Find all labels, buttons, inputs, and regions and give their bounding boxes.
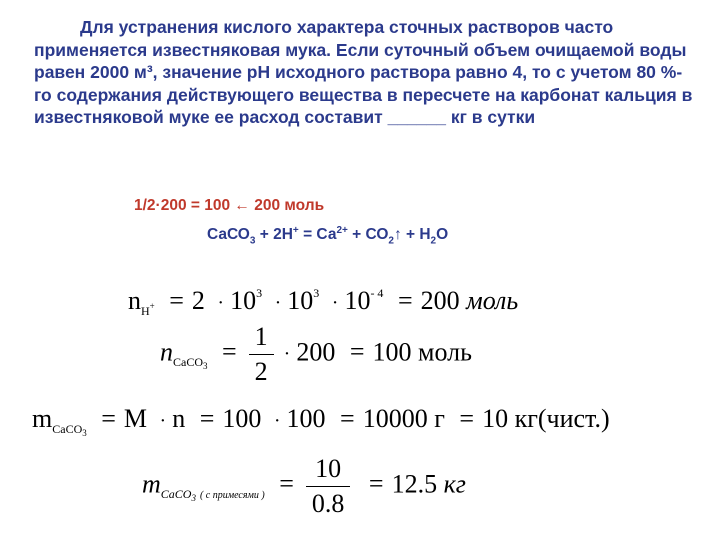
product-co: + СО [347, 226, 389, 244]
fraction [306, 454, 351, 519]
eq1-c-exp: 3 [313, 286, 320, 300]
eq1-result: 200 [420, 286, 460, 315]
subscript: 2 [388, 235, 394, 247]
equals-sign: = [199, 404, 215, 433]
problem-statement: Для устранения кислого характера сточных растворов часто применяется известняковая мука. Если суточный объем очищаемой воды равен 2000 м³, значение рН исходного раствора равно 4, то с учетом 80 %-го содержания действующего вещества в пересчете на карбонат кальция в известняковой муке ее расход составит ______ кг в сутки [34, 17, 693, 127]
eq1-c: 10 [287, 286, 314, 315]
equals-sign: = [368, 469, 384, 499]
eq3-a: 100 [222, 404, 262, 433]
equals-sign: = [459, 404, 475, 433]
eq4-lhs-sub: CaCO3 ( с примесями ) [160, 487, 265, 504]
multiply-dot: · [273, 410, 281, 432]
eq4-unit: кг [443, 469, 466, 499]
hint-line [134, 197, 324, 215]
reactant-caco3: СаСО [207, 226, 250, 244]
eq2-unit: моль [418, 337, 472, 367]
eq1-lhs: n [128, 286, 141, 315]
product-o: О [436, 226, 449, 244]
equals-sign: = [169, 286, 184, 315]
equation-n-h [128, 278, 518, 326]
eq1-unit: моль [466, 286, 519, 315]
eq1-d-exp: - 4 [370, 286, 384, 300]
eq4-lhs: m [142, 469, 161, 499]
eq4-result: 12.5 [391, 469, 438, 499]
eq3-n: n [172, 404, 186, 433]
equals-sign: = [340, 404, 355, 433]
eq2-factor: 200 [296, 337, 336, 367]
subscript: 3 [249, 235, 256, 247]
eq3-d-unit: кг(чист.) [514, 404, 610, 433]
superscript: 2+ [336, 225, 348, 236]
equation-m-caco3-impure [142, 454, 466, 519]
reaction-equation [207, 225, 448, 246]
superscript: + [292, 225, 299, 236]
multiply-dot: · [217, 292, 225, 314]
equals-sign: = [349, 337, 365, 367]
eq3-lhs-sub: CaCO3 [52, 422, 87, 438]
fraction-denominator: 0.8 [311, 489, 345, 518]
eq1-a: 2 [191, 286, 205, 315]
multiply-dot: · [331, 292, 339, 314]
subscript: 2 [430, 235, 437, 247]
equals-sign: = [101, 404, 116, 433]
eq3-m: M [123, 404, 148, 433]
product-ca: = Са [298, 226, 337, 244]
multiply-dot: · [274, 292, 282, 314]
eq2-lhs-sub: CaCO3 [173, 355, 208, 372]
eq2-result: 100 [372, 337, 412, 367]
product-h: + Н [401, 226, 431, 244]
equation-n-caco3 [160, 322, 472, 387]
eq3-c-unit: г [434, 404, 445, 433]
eq3-d: 10 [482, 404, 509, 433]
equation-m-caco3 [32, 404, 610, 448]
multiply-dot: · [283, 343, 291, 366]
multiply-dot: · [159, 410, 167, 432]
equals-sign: = [279, 469, 294, 499]
eq1-d: 10 [344, 286, 371, 315]
eq1-lhs-sub: H+ [141, 301, 155, 318]
reactant-h: + 2Н [255, 226, 293, 244]
fraction-denominator: 2 [254, 357, 268, 386]
hint-right: 200 моль [254, 197, 325, 214]
eq3-c: 10000 [362, 404, 428, 433]
eq1-b: 10 [230, 286, 257, 315]
left-arrow-icon: ← [234, 197, 250, 214]
eq3-b: 100 [286, 404, 326, 433]
fraction-numerator: 10 [306, 454, 351, 487]
hint-left: 1/2·200 = 100 [134, 197, 231, 214]
equals-sign: = [222, 337, 237, 367]
fraction [249, 322, 274, 387]
fraction-numerator: 1 [249, 322, 274, 355]
eq1-b-exp: 3 [256, 286, 263, 300]
equals-sign: = [397, 286, 413, 315]
eq3-lhs: m [32, 404, 53, 433]
eq2-lhs: n [160, 337, 173, 367]
up-arrow-icon: ↑ [393, 226, 402, 244]
